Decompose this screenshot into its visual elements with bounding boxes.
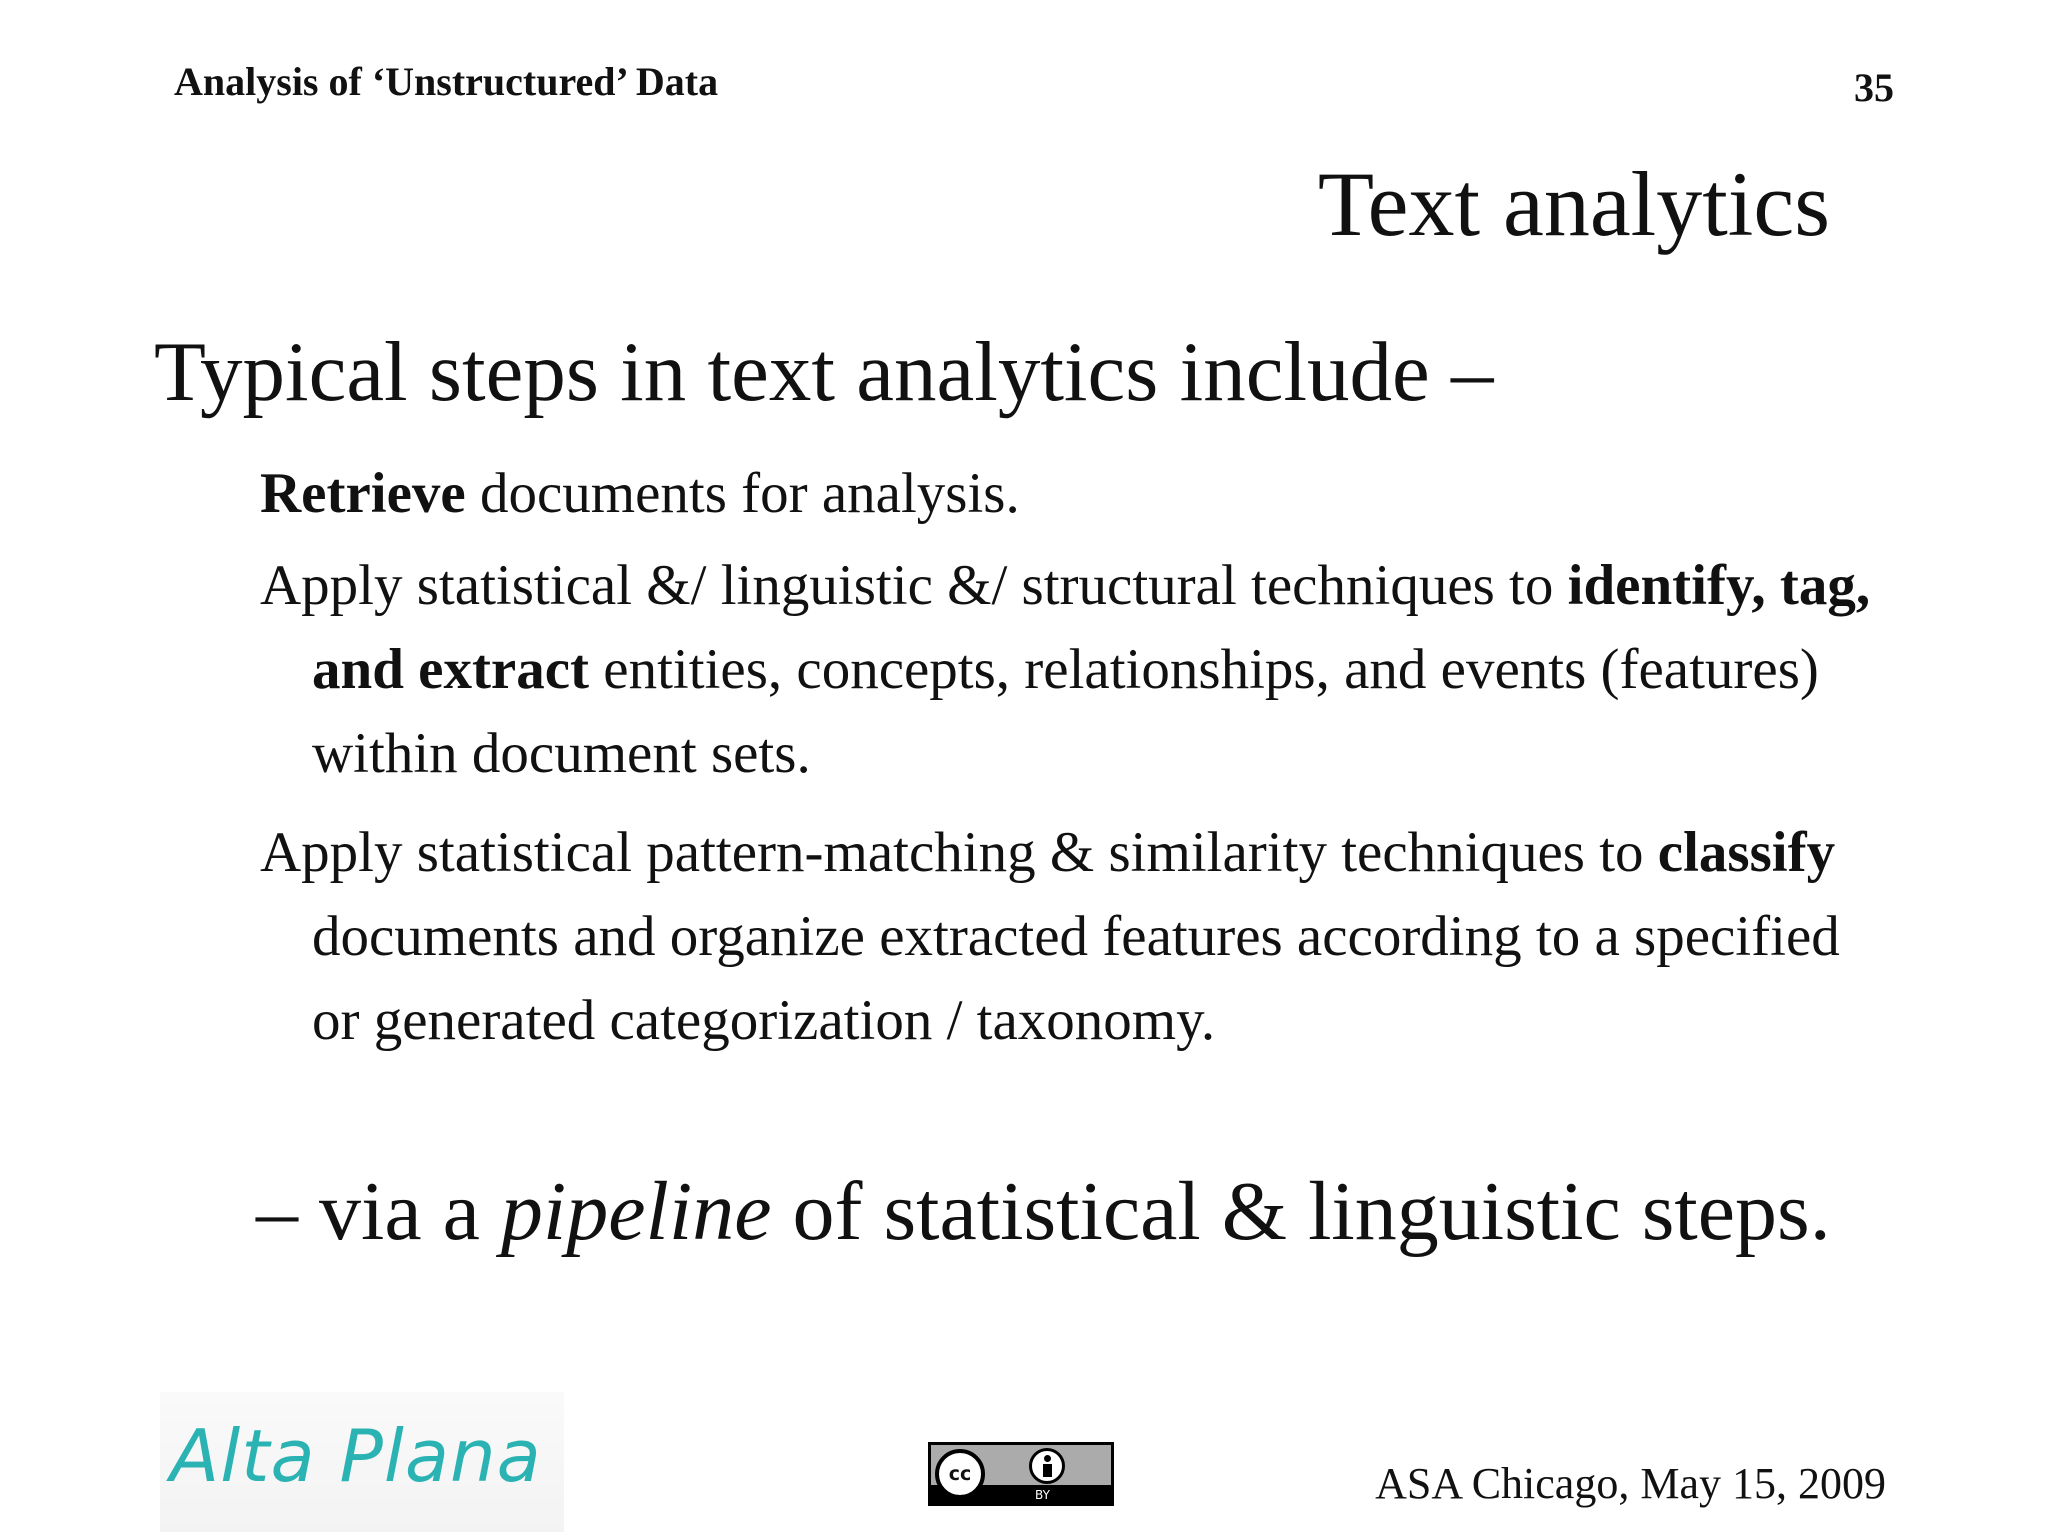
alta-plana-logo: [160, 1392, 564, 1532]
header-title: Analysis of ‘Unstructured’ Data: [174, 59, 719, 104]
creative-commons-badge: [928, 1442, 1114, 1506]
closing-text: – via a: [256, 1165, 501, 1258]
closing-emphasis: pipeline: [500, 1165, 772, 1258]
step-text: documents for analysis.: [465, 462, 1020, 525]
step-emphasis: identify, tag, and extract: [312, 554, 1871, 701]
closing-text: of statistical & linguistic steps.: [771, 1165, 1831, 1258]
slide-title: Text analytics: [1317, 153, 1830, 255]
step-text: entities, concepts, relationships, and events (features) within document sets.: [312, 638, 1819, 785]
by-label: BY: [1035, 1488, 1050, 1502]
page-number: 35: [1854, 65, 1894, 110]
logo-text: Alta Plana: [170, 1414, 542, 1498]
closing-line: [256, 1165, 1831, 1258]
step-classify: [260, 811, 1900, 1063]
step-text: Apply statistical pattern-matching & similarity techniques to: [260, 821, 1658, 884]
step-emphasis: classify: [1657, 821, 1836, 884]
step-emphasis: Retrieve: [260, 462, 466, 525]
cc-icon: cc: [935, 1449, 985, 1499]
step-text: Apply statistical &/ linguistic &/ structural techniques to: [260, 554, 1568, 617]
person-head: [1044, 1455, 1051, 1462]
step-retrieve: [260, 452, 1900, 536]
footer-event: ASA Chicago, May 15, 2009: [1375, 1459, 1886, 1508]
person-body: [1043, 1464, 1052, 1477]
step-text: documents and organize extracted features according to a specified or generated categorization / taxonomy.: [312, 905, 1840, 1052]
step-extract: [260, 544, 1900, 796]
person-icon: [1029, 1448, 1065, 1484]
lead-text: Typical steps in text analytics include –: [154, 325, 1494, 419]
step-list: [260, 452, 1900, 1078]
